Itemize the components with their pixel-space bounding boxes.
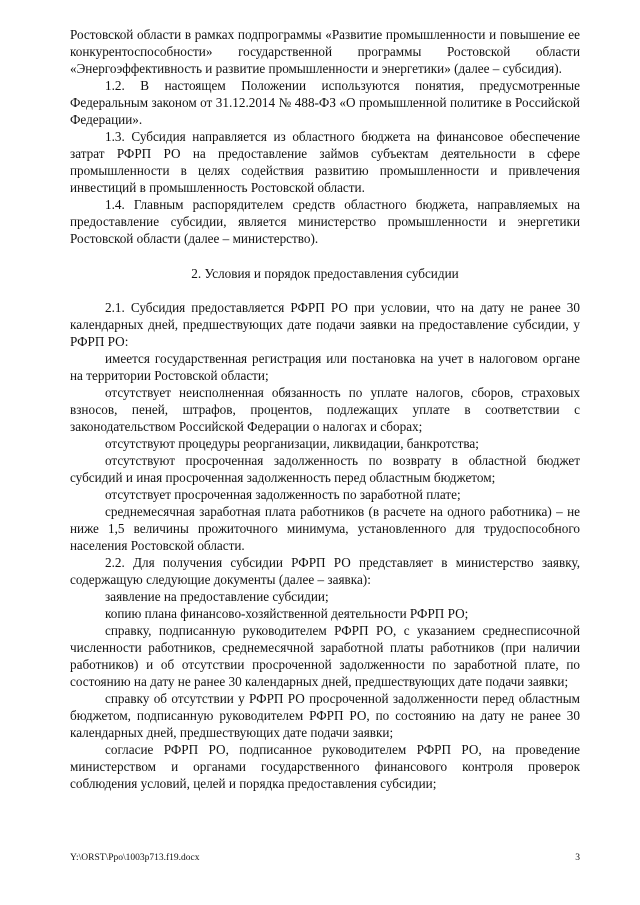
document-item: заявление на предоставление субсидии;: [105, 589, 329, 604]
condition-item: отсутствует просроченная задолженность по заработной плате;: [105, 487, 461, 502]
paragraph-1-2: 1.2. В настоящем Положении используются понятия, предусмотренные Федеральным законом от 31.12.2014 № 488-ФЗ «О промышленной политике в Российской Федерации».: [70, 78, 580, 127]
document-item: справку об отсутствии у РФРП РО просроченной задолженности перед областным бюджетом, подписанную руководителем РФРП РО, по состоянию на дату не ранее 30 календарных дней, предшествующих дате подачи заявки;: [70, 691, 580, 740]
document-item: согласие РФРП РО, подписанное руководителем РФРП РО, на проведение министерством и органами государственного финансового контроля проверок соблюдения условий, целей и порядка предоставления субсидии;: [70, 742, 580, 791]
paragraph-1-3: 1.3. Субсидия направляется из областного бюджета на финансовое обеспечение затрат РФРП РО на предоставление займов субъектам деятельности в сфере промышленности в целях содействия развитию промышленности и привлечения инвестиций в промышленность Ростовской области.: [70, 129, 580, 195]
section-heading: 2. Условия и порядок предоставления субсидии: [191, 266, 459, 281]
condition-item: имеется государственная регистрация или постановка на учет в налоговом органе на территории Ростовской области;: [70, 351, 580, 383]
document-item: копию плана финансово-хозяйственной деятельности РФРП РО;: [105, 606, 469, 621]
file-path: Y:\ORST\Ppo\1003p713.f19.docx: [70, 853, 200, 863]
paragraph-continuation: Ростовской области в рамках подпрограммы «Развитие промышленности и повышение ее конкурентоспособности» государственной программы Ростовской области «Энергоэффективность и развитие промышленности и энергетики» (далее – субсидия).: [70, 27, 580, 76]
page-footer: [70, 852, 580, 866]
paragraph-2-1: 2.1. Субсидия предоставляется РФРП РО при условии, что на дату не ранее 30 календарных дней, предшествующих дате подачи заявки на предоставление субсидии, у РФРП РО:: [70, 300, 580, 349]
paragraph-2-2: 2.2. Для получения субсидии РФРП РО представляет в министерство заявку, содержащую следующие документы (далее – заявка):: [70, 555, 580, 587]
page-number: 3: [575, 853, 580, 863]
condition-item: среднемесячная заработная плата работников (в расчете на одного работника) – не ниже 1,5 величины прожиточного минимума, установленного для трудоспособного населения Ростовской области.: [70, 504, 580, 553]
paragraph-1-4: 1.4. Главным распорядителем средств областного бюджета, направляемых на предоставление субсидии, является министерство промышленности и энергетики Ростовской области (далее – министерство).: [70, 197, 580, 246]
condition-item: отсутствуют процедуры реорганизации, ликвидации, банкротства;: [105, 436, 479, 451]
condition-item: отсутствует неисполненная обязанность по уплате налогов, сборов, страховых взносов, пеней, штрафов, процентов, подлежащих уплате в соответствии с законодательством Российской Федерации о налогах и сборах;: [70, 385, 580, 434]
condition-item: отсутствуют просроченная задолженность по возврату в областной бюджет субсидий и иная просроченная задолженность перед областным бюджетом;: [70, 453, 580, 485]
document-item: справку, подписанную руководителем РФРП РО, с указанием среднесписочной численности работников, среднемесячной заработной платы работников (при наличии работников) и об отсутствии просроченной задолженности по заработной плате, по состоянию на дату не ранее 30 календарных дней, предшествующих дате подачи заявки;: [70, 623, 580, 689]
document-body: [70, 26, 580, 792]
